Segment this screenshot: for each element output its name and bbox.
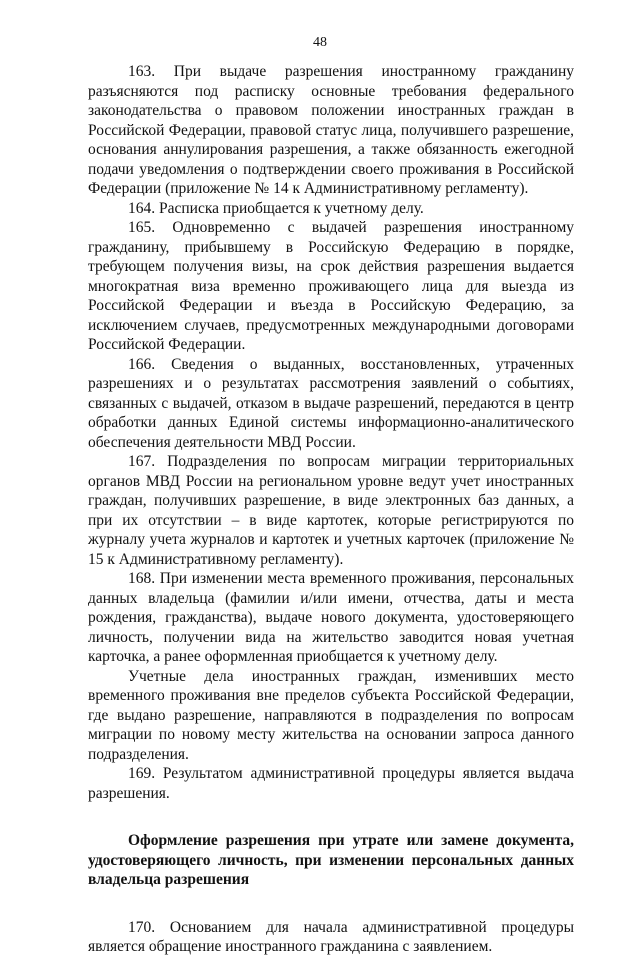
document-body — [88, 62, 574, 957]
paragraph-169: 169. Результатом административной процедуры является выдача разрешения. — [88, 765, 574, 802]
paragraph-166: 166. Сведения о выданных, восстановленных, утраченных разрешениях и о результатах рассмотрения заявлений о событиях, связанных с выдачей, отказом в выдаче разрешений, передаются в центр обработки данных Единой системы информационно-аналитического обеспечения деятельности МВД России. — [88, 355, 574, 451]
paragraph-164: 164. Расписка приобщается к учетному делу. — [128, 199, 424, 217]
paragraph-167: 167. Подразделения по вопросам миграции территориальных органов МВД России на региональном уровне ведут учет иностранных граждан, получивших разрешение, в виде электронных баз данных, а при их отсутствии – в виде картотек, которые регистрируются по журналу учета журналов и картотек и учетных карточек (приложение № 15 к Административному регламенту). — [88, 453, 574, 568]
section-heading: Оформление разрешения при утрате или замене документа, удостоверяющего личность, при изменении персональных данных владельца разрешения — [88, 832, 574, 888]
page-number: 48 — [313, 35, 327, 50]
paragraph-168-continuation: Учетные дела иностранных граждан, изменивших место временного проживания вне пределов субъекта Российской Федерации, где выдано разрешение, направляются в подразделения по вопросам миграции по новому месту жительства на основании запроса данного подразделения. — [88, 667, 574, 763]
paragraph-168: 168. При изменении места временного проживания, персональных данных владельца (фамилии и/или имени, отчества, даты и места рождения, гражданства), выдаче нового документа, удостоверяющего личность, получении вида на жительство заводится новая учетная карточка, а ранее оформленная приобщается к учетному делу. — [88, 570, 574, 665]
paragraph-163: 163. При выдаче разрешения иностранному гражданину разъясняются под расписку основные требования федерального законодательства о правовом положении иностранных граждан в Российской Федерации, правовой статус лица, получившего разрешение, основания аннулирования разрешения, а также обязанность ежегодной подачи уведомления о подтверждении своего проживания в Российской Федерации (приложение № 14 к Административному регламенту). — [88, 63, 574, 197]
paragraph-170: 170. Основанием для начала административной процедуры является обращение иностранного гражданина с заявлением. — [88, 918, 574, 955]
paragraph-165: 165. Одновременно с выдачей разрешения иностранному гражданину, прибывшему в Российскую Федерацию в порядке, требующем получения визы, на срок действия разрешения выдается многократная виза временно проживающего лица для выезда из Российской Федерации и въезда в Российскую Федерацию, за исключением случаев, предусмотренных международными договорами Российской Федерации. — [88, 219, 574, 353]
